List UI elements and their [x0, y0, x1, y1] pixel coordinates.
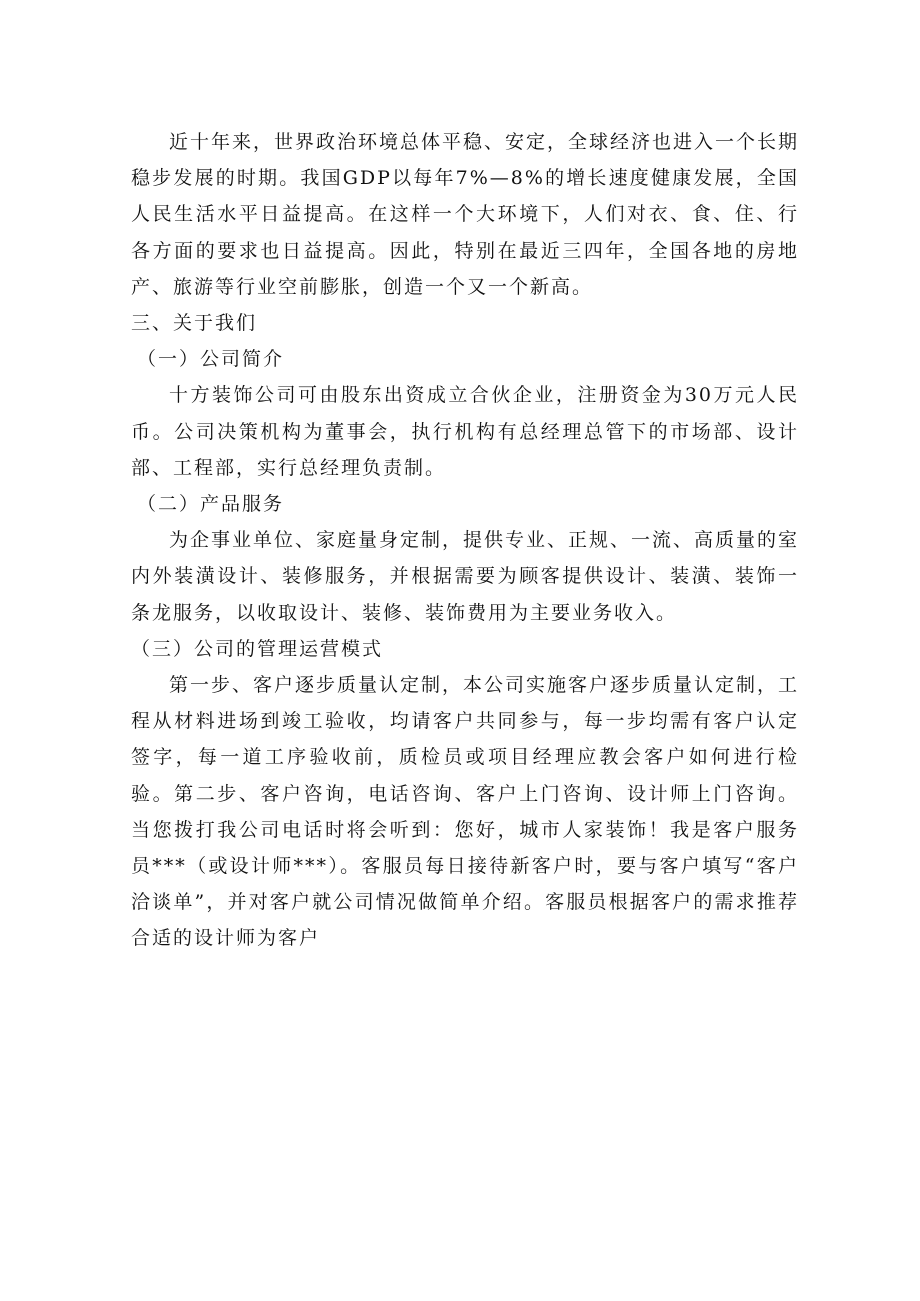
subsection-three-text: 第一步、客户逐步质量认定制，本公司实施客户逐步质量认定制，工程从材料进场到竣工验收，均请客户共同参与，每一步均需有客户认定签字，每一道工序验收前，质检员或项目经理应教会客户如何进行检验。第二步、客户咨询，电话咨询、客户上门咨询、设计师上门咨询。当您拨打我公司电话时将会听到：您好，城市人家装饰！我是客户服务员***（或设计师***）。客服员每日接待新客户时，要与客户填写“客户洽谈单”，并对客户就公司情况做简单介绍。客服员根据客户的需求推荐合适的设计师为客户	[131, 674, 800, 950]
subsection-one-text: 十方装饰公司可由股东出资成立合伙企业，注册资金为30万元人民币。公司决策机构为董事会，执行机构有总经理总管下的市场部、设计部、工程部，实行总经理负责制。	[131, 384, 799, 479]
subsection-two-heading: （二）产品服务	[137, 493, 285, 516]
subsection-two-text: 为企事业单位、家庭量身定制，提供专业、正规、一流、高质量的室内外装潢设计、装修服务，并根据需要为顾客提供设计、装潢、装饰一条龙服务，以收取设计、装修、装饰费用为主要业务收入。	[131, 529, 800, 624]
subsection-three-heading: （三）公司的管理运营模式	[131, 637, 384, 660]
subsection-one-heading: （一）公司简介	[137, 348, 285, 371]
section-three-heading: 三、关于我们	[131, 312, 258, 335]
intro-paragraph: 近十年来，世界政治环境总体平稳、安定，全球经济也进入一个长期稳步发展的时期。我国GDP以每年7%—8%的增长速度健康发展，全国人民生活水平日益提高。在这样一个大环境下，人们对衣、食、住、行各方面的要求也日益提高。因此，特别在最近三四年，全国各地的房地产、旅游等行业空前膨胀，创造一个又一个新高。	[131, 131, 800, 298]
document-body	[131, 124, 799, 957]
